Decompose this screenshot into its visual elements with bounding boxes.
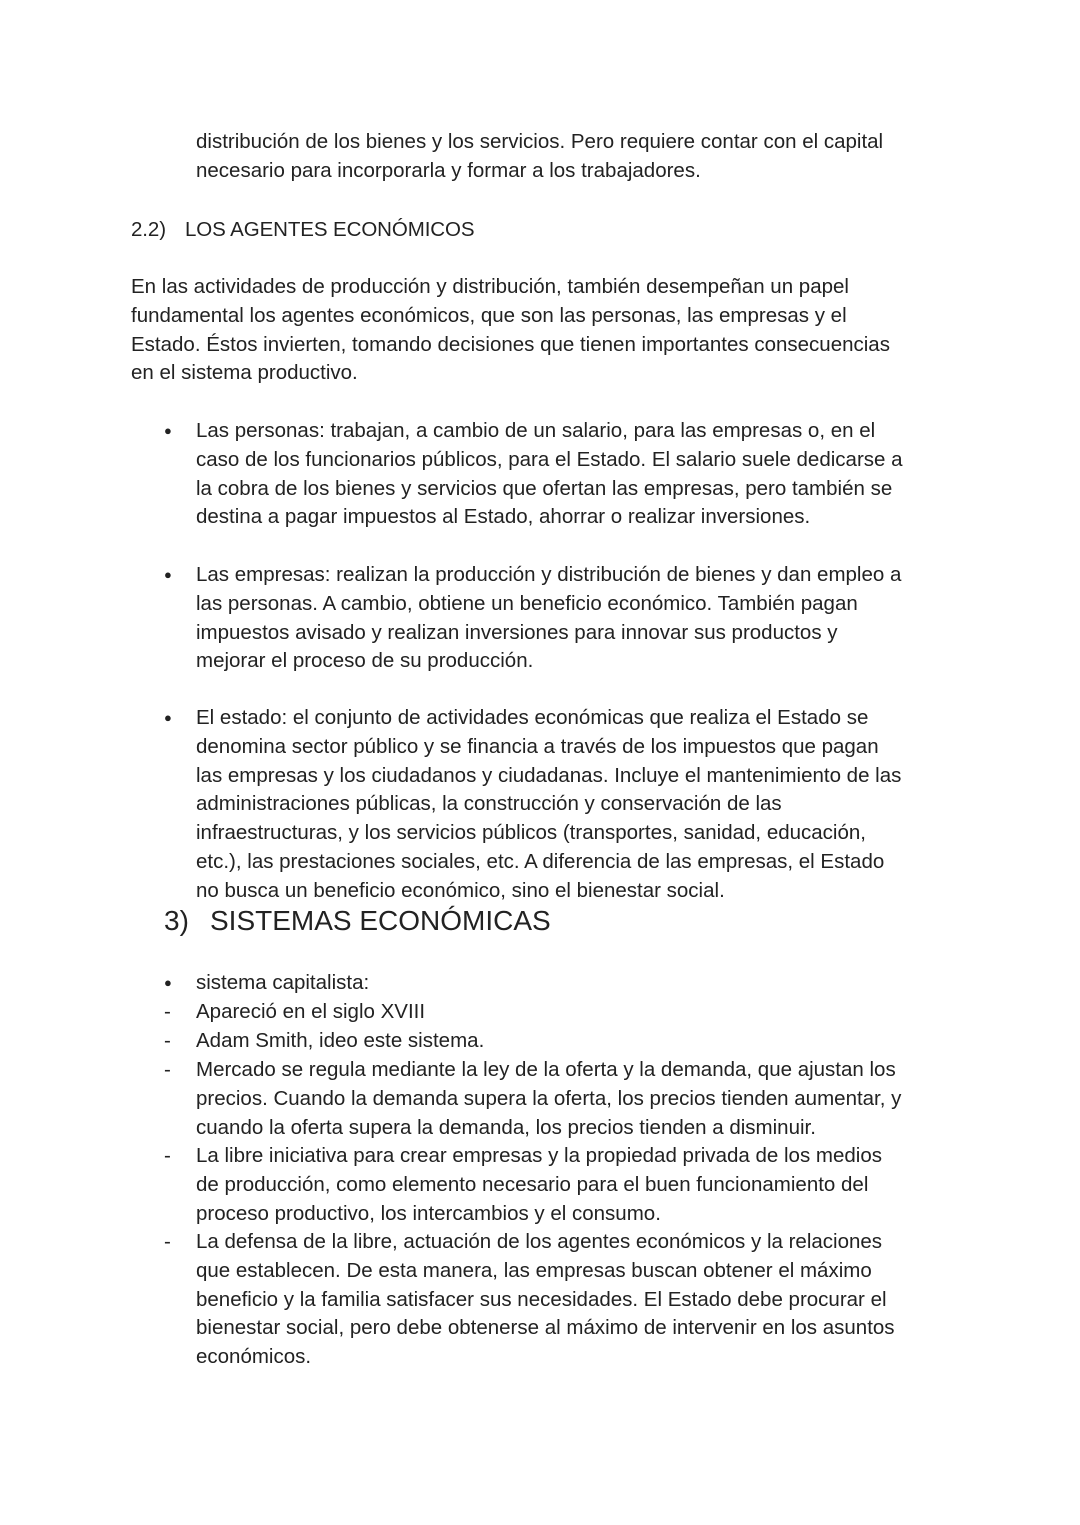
list-item-personas [196,417,956,532]
list-item-line: Las personas: trabajan, a cambio de un salario, para las empresas o, en el [196,419,876,442]
section-heading [164,904,551,938]
list-item-line: El estado: el conjunto de actividades económicas que realiza el Estado se [196,706,869,729]
agents-paragraph [131,273,961,388]
list-item-line: bienestar social, pero debe obtenerse al máximo de intervenir en los asuntos [196,1316,895,1340]
list-item-line: no busca un beneficio económico, sino el bienestar social. [196,878,725,902]
paragraph-line: fundamental los agentes económicos, que son las personas, las empresas y el [131,303,847,327]
subsection-number: 2.2) [131,218,166,241]
bullet-marker: ● [164,567,172,582]
list-item-line: La defensa de la libre, actuación de los agentes económicos y la relaciones [196,1230,883,1253]
section-number: 3) [164,905,189,936]
list-item-line: sistema capitalista: [196,971,370,994]
list-item-line: caso de los funcionarios públicos, para el Estado. El salario suele dedicarse a [196,447,903,471]
list-item-line: Las empresas: realizan la producción y distribución de bienes y dan empleo a [196,563,902,586]
list-item-adam-smith [196,1027,956,1056]
list-item-mercado [196,1056,956,1142]
list-item-line: precios. Cuando la demanda supera la oferta, los precios tienden aumentar, y [196,1086,902,1110]
list-item-line: impuestos avisado y realizan inversiones para innovar sus productos y [196,620,838,644]
list-item-line: proceso productivo, los intercambios y el consumo. [196,1201,661,1225]
dash-marker: - [164,1230,171,1253]
list-item-line: las personas. A cambio, obtiene un beneficio económico. También pagan [196,591,858,615]
list-item-line: destina a pagar impuestos al Estado, ahorrar o realizar inversiones. [196,505,811,529]
bullet-marker: ● [164,975,172,990]
list-item-line: cuando la oferta supera la demanda, los precios tienden a disminuir. [196,1115,816,1139]
intro-line: distribución de los bienes y los servicios. Pero requiere contar con el capital [196,130,884,153]
list-item-line: La libre iniciativa para crear empresas y la propiedad privada de los medios [196,1144,882,1167]
intro-paragraph [196,128,956,186]
list-item-empresas [196,561,956,676]
subsection-heading [131,216,474,244]
list-item-libre-iniciativa [196,1142,956,1228]
list-item-line: denomina sector público y se financia a través de los impuestos que pagan [196,734,879,758]
bullet-marker: ● [164,710,172,725]
list-item-line: que establecen. De esta manera, las empresas buscan obtener el máximo [196,1258,872,1282]
paragraph-line: Estado. Éstos invierten, tomando decisiones que tienen importantes consecuencias [131,332,890,356]
list-item-line: Apareció en el siglo XVIII [196,1000,426,1023]
dash-marker: - [164,1058,171,1081]
paragraph-line: En las actividades de producción y distribución, también desempeñan un papel [131,275,849,298]
intro-line: necesario para incorporarla y formar a los trabajadores. [196,158,701,182]
list-item-line: las empresas y los ciudadanos y ciudadanas. Incluye el mantenimiento de las [196,763,902,787]
list-item-line: la cobra de los bienes y servicios que ofertan las empresas, pero también se [196,476,893,500]
list-item-line: Adam Smith, ideo este sistema. [196,1029,485,1052]
dash-marker: - [164,1029,171,1052]
list-item-line: administraciones públicas, la construcción y conservación de las [196,792,782,816]
list-item-capitalista [196,969,956,998]
dash-marker: - [164,1000,171,1023]
list-item-siglo [196,998,956,1027]
list-item-line: beneficio y la familia satisfacer sus necesidades. El Estado debe procurar el [196,1287,887,1311]
subsection-title: LOS AGENTES ECONÓMICOS [185,218,475,241]
section-title: SISTEMAS ECONÓMICAS [210,905,551,936]
list-item-line: infraestructuras, y los servicios públicos (transportes, sanidad, educación, [196,821,866,845]
list-item-line: mejorar el proceso de su producción. [196,649,534,673]
list-item-line: etc.), las prestaciones sociales, etc. A diferencia de las empresas, el Estado [196,849,885,873]
list-item-estado [196,704,956,906]
list-item-defensa [196,1228,956,1372]
paragraph-line: en el sistema productivo. [131,361,358,385]
bullet-marker: ● [164,423,172,438]
list-item-line: de producción, como elemento necesario para el buen funcionamiento del [196,1172,869,1196]
list-item-line: Mercado se regula mediante la ley de la oferta y la demanda, que ajustan los [196,1058,896,1081]
dash-marker: - [164,1144,171,1167]
list-item-line: económicos. [196,1345,312,1369]
